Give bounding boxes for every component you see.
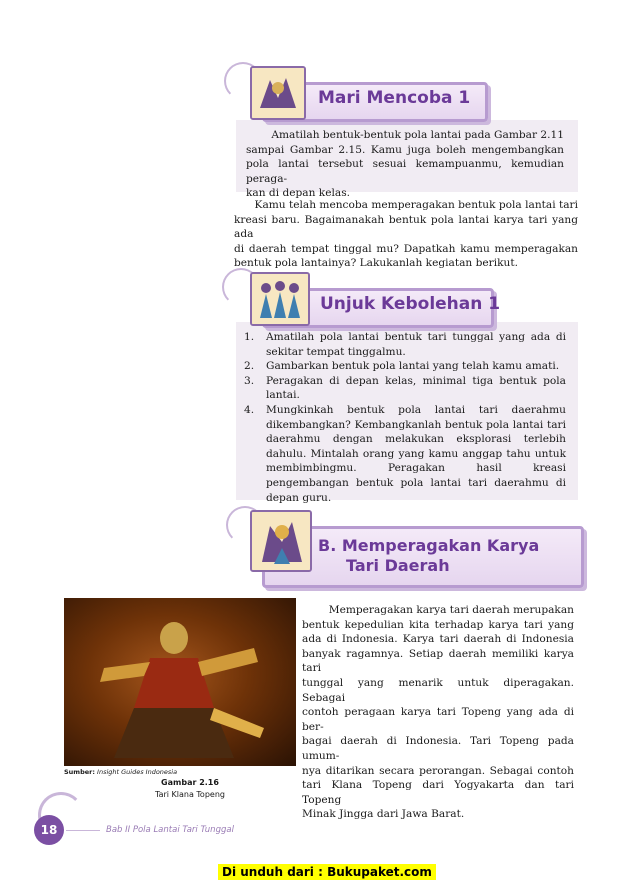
source-label: Sumber: xyxy=(64,768,95,776)
text-line: pola lantai tersebut sesuai kemampuanmu, kemudian peraga- xyxy=(246,158,564,185)
dancer-mask-icon xyxy=(250,66,306,120)
list-number: 1. xyxy=(244,331,255,343)
mari-mencoba-text xyxy=(246,128,564,201)
list-number: 2. xyxy=(244,360,255,373)
list-text: Peragakan di depan kelas, minimal tiga bentuk pola lantai. xyxy=(266,374,566,402)
dancers-group-icon xyxy=(250,272,310,326)
footer-rule xyxy=(66,830,100,831)
unjuk-kebolehan-title: Unjuk Kebolehan 1 xyxy=(320,294,501,314)
section-b-title-line2: Tari Daerah xyxy=(346,556,450,575)
text-line: Memperagakan karya tari daerah merupakan xyxy=(328,604,574,616)
text-line: bentuk pola lantainya? Lakukanlah kegiatan berikut. xyxy=(234,257,518,270)
text-line: tunggal yang menarik untuk diperagakan. Sebagai xyxy=(302,676,574,704)
text-line: tari Klana Topeng dari Yogyakarta dan tari Topeng xyxy=(302,779,574,806)
text-line: nya ditarikan secara perorangan. Sebagai contoh xyxy=(302,764,574,777)
text-line: kan di depan kelas. xyxy=(246,187,350,200)
text-line: kreasi baru. Bagaimanakah bentuk pola lantai karya tari yang ada xyxy=(234,213,578,241)
topeng-mask-icon xyxy=(250,510,312,572)
text-line: bagai daerah di Indonesia. Tari Topeng pada umum- xyxy=(302,735,574,762)
list-item xyxy=(244,374,566,403)
download-source-banner: Di unduh dari : Bukupaket.com xyxy=(218,864,436,880)
mari-mencoba-title: Mari Mencoba 1 xyxy=(318,88,471,108)
text-line: sampai Gambar 2.15. Kamu juga boleh mengembangkan xyxy=(246,143,564,156)
unjuk-kebolehan-list xyxy=(244,330,566,505)
chapter-title: Bab II Pola Lantai Tari Tunggal xyxy=(106,825,234,835)
text-line: bentuk kepedulian kita terhadap karya tari yang xyxy=(302,618,574,631)
text-line: contoh peragaan karya tari Topeng yang ada di ber- xyxy=(302,706,574,733)
list-item xyxy=(244,330,566,359)
tari-klana-topeng-photo xyxy=(64,598,296,766)
text-line: ada di Indonesia. Karya tari daerah di Indonesia xyxy=(302,633,574,646)
list-number: 3. xyxy=(244,374,255,387)
text-line: Amatilah bentuk-bentuk pola lantai pada Gambar 2.11 xyxy=(271,129,564,141)
text-line: banyak ragamnya. Setiap daerah memiliki karya tari xyxy=(302,647,574,675)
list-text: Gambarkan bentuk pola lantai yang telah kamu amati. xyxy=(266,360,560,373)
source-text: Insight Guides Indonesia xyxy=(97,768,178,776)
text-line: Kamu telah mencoba memperagakan bentuk pola lantai tari xyxy=(254,199,578,211)
list-number: 4. xyxy=(244,403,255,416)
text-line: di daerah tempat tinggal mu? Dapatkah kamu memperagakan xyxy=(234,242,578,255)
list-item xyxy=(244,359,566,374)
text-line: Minak Jingga dari Jawa Barat. xyxy=(302,808,465,821)
figure-caption-text: Tari Klana Topeng xyxy=(155,790,225,799)
list-item xyxy=(244,403,566,505)
page-number: 18 xyxy=(34,815,64,845)
intro-paragraph xyxy=(234,198,578,271)
list-text: Amatilah pola lantai bentuk tari tunggal yang ada di sekitar tempat tinggalmu. xyxy=(266,331,566,358)
section-b-title-line1: B. Memperagakan Karya xyxy=(318,536,540,555)
figure-caption-title: Gambar 2.16 xyxy=(161,778,219,787)
section-b-paragraph xyxy=(302,603,574,822)
list-text: Mungkinkah bentuk pola lantai tari daerahmu dikembangkan? Kembangkanlah bentuk pola lantai tari daerahmu dengan melakukan eksplorasi terlebih dahulu. Mintalah orang yang kamu anggap tahu untuk membimbingmu. Peragakan hasil kreasi pengembangan bentuk pola lantai tari daerahmu di depan guru. xyxy=(266,403,566,504)
figure-source xyxy=(64,768,177,776)
